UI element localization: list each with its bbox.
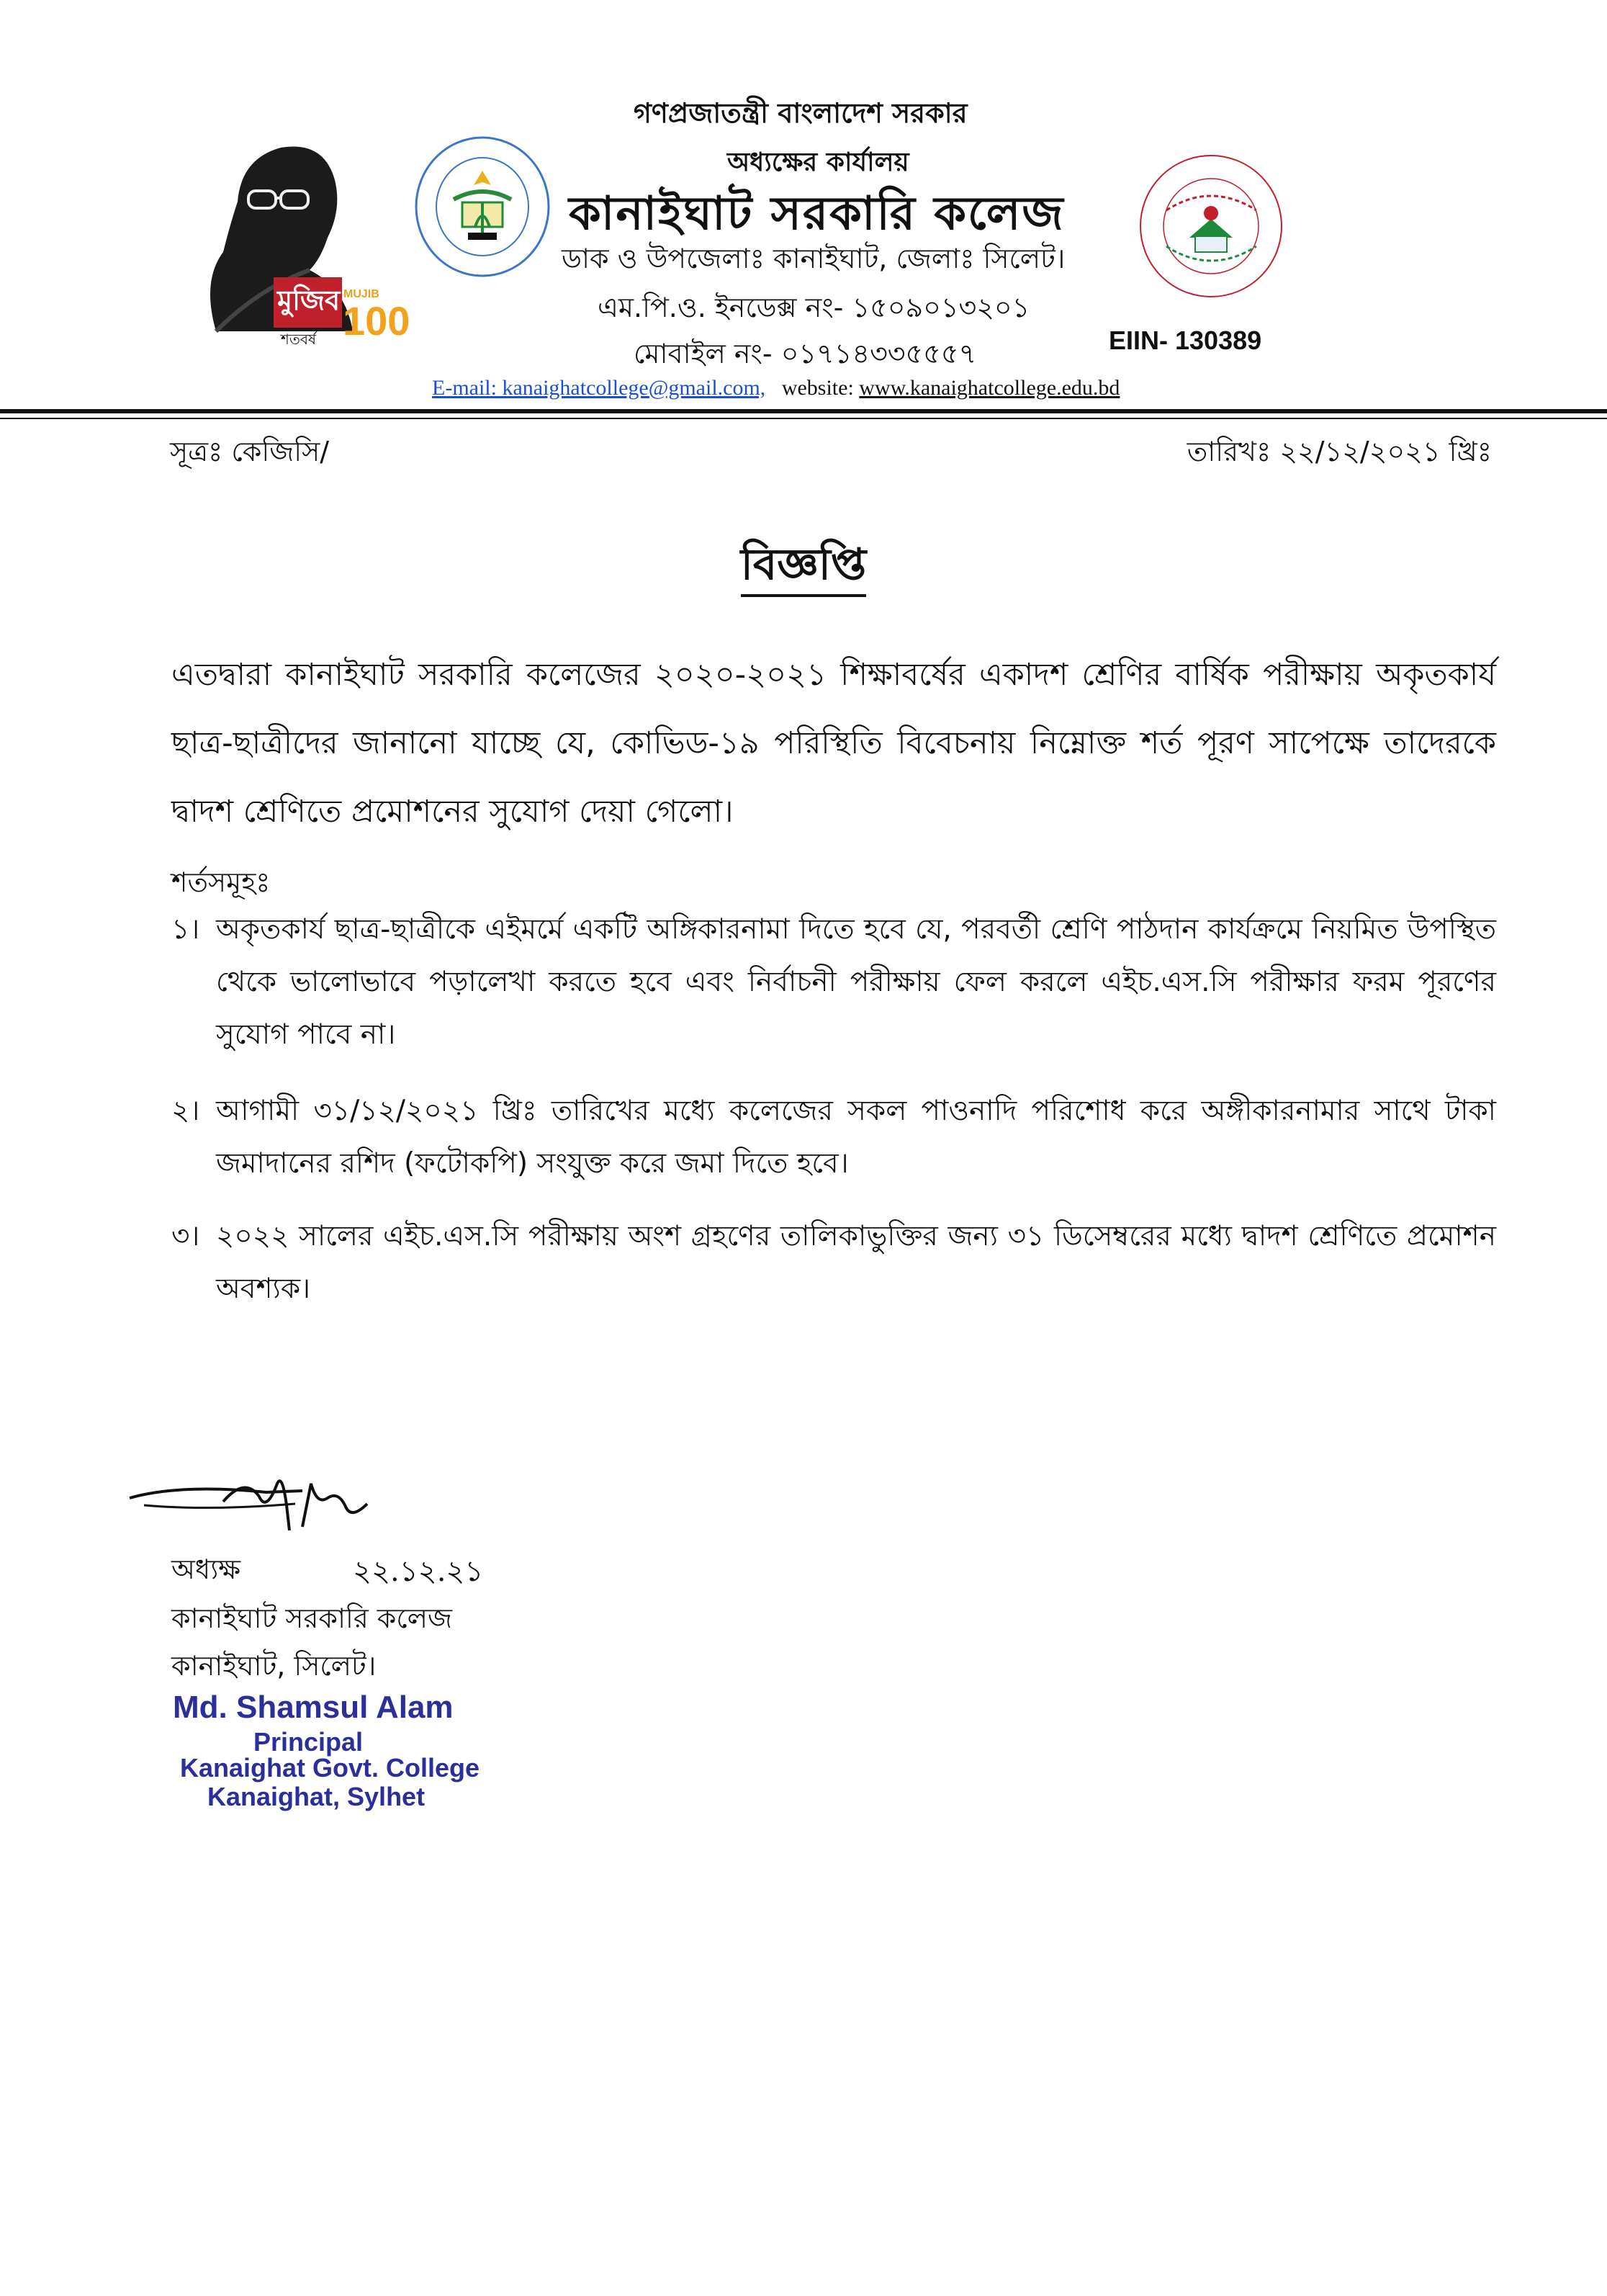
mujib-text: মুজিব xyxy=(277,284,341,316)
website-link[interactable]: www.kanaighatcollege.edu.bd xyxy=(859,376,1120,400)
stamp-organization: Kanaighat Govt. College xyxy=(180,1753,480,1782)
stamp-location: Kanaighat, Sylhet xyxy=(207,1782,426,1811)
address-line: ডাক ও উপজেলাঃ কানাইঘাট, জেলাঃ সিলেট। xyxy=(562,243,1066,274)
header-divider-thick xyxy=(0,409,1607,413)
header-divider-thin xyxy=(0,418,1607,419)
mujib-sub-text: শতবর্ষ xyxy=(281,331,316,348)
signatory-college: কানাইঘাট সরকারি কলেজ xyxy=(171,1602,452,1634)
government-line: গণপ্রজাতন্ত্রী বাংলাদেশ সরকার xyxy=(634,97,968,129)
condition-number: ২। xyxy=(171,1095,200,1127)
mujib-borsho-emblem xyxy=(173,115,410,353)
notice-title xyxy=(0,532,1607,604)
eiin-number: EIIN- 130389 xyxy=(1109,326,1262,355)
stamp-role: Principal xyxy=(253,1727,364,1757)
conditions-heading: শর্তসমূহঃ xyxy=(171,866,271,898)
email-link[interactable]: E-mail: kanaighatcollege@gmail.com, xyxy=(432,376,766,400)
condition-item xyxy=(171,903,1496,1061)
round-seal-icon xyxy=(1138,153,1285,300)
notice-date: তারিখঃ ২২/১২/২০২১ খ্রিঃ xyxy=(1187,436,1492,467)
signatory-place: কানাইঘাট, সিলেট। xyxy=(171,1650,377,1682)
condition-item xyxy=(171,1085,1496,1190)
mobile-number-line: মোবাইল নং- ০১৭১৪৩৩৫৫৫৭ xyxy=(634,338,977,369)
condition-number: ১। xyxy=(171,913,200,946)
signatory-title: অধ্যক্ষ xyxy=(171,1553,241,1585)
condition-text: ২০২২ সালের এইচ.এস.সি পরীক্ষায় অংশ গ্রহণের তালিকাভুক্তির জন্য ৩১ ডিসেম্বরের মধ্যে দ্বাদশ শ্রেণিতে প্রমোশন অবশ্যক। xyxy=(216,1220,1496,1305)
condition-text: আগামী ৩১/১২/২০২১ খ্রিঃ তারিখের মধ্যে কলেজের সকল পাওনাদি পরিশোধ করে অঙ্গীকারনামার সাথে টাকা জমাদানের রশিদ (ফটোকপি) সংযুক্ত করে জমা দিতে হবে। xyxy=(216,1095,1496,1180)
mujib-en-text: MUJIB xyxy=(343,288,379,300)
mujib-100-text: 100 xyxy=(343,298,410,344)
office-line: অধ্যক্ষের কার্যালয় xyxy=(727,148,909,177)
notice-title-text: বিজ্ঞপ্তি xyxy=(741,539,866,597)
condition-text: অকৃতকার্য ছাত্র-ছাত্রীকে এইমর্মে একটি অঙ্গিকারনামা দিতে হবে যে, পরবর্তী শ্রেণি পাঠদান কার্যক্রমে নিয়মিত উপস্থিত থেকে ভালোভাবে পড়ালেখা করতে হবে এবং নির্বাচনী পরীক্ষায় ফেল করলে এইচ.এস.সি পরীক্ষার ফরম পূরণের সুযোগ পাবে না। xyxy=(216,913,1496,1051)
handwritten-signature xyxy=(122,1462,425,1556)
condition-number: ৩। xyxy=(171,1220,200,1252)
notice-body: এতদ্বারা কানাইঘাট সরকারি কলেজের ২০২০-২০২১ শিক্ষাবর্ষের একাদশ শ্রেণির বার্ষিক পরীক্ষায় অকৃতকার্য ছাত্র-ছাত্রীদের জানানো যাচ্ছে যে, কোভিড-১৯ পরিস্থিতি বিবেচনায় নিম্নোক্ত শর্ত পূরণ সাপেক্ষে তাদেরকে দ্বাদশ শ্রেণিতে প্রমোশনের সুযোগ দেয়া গেলো। xyxy=(171,657,1496,830)
website-label: website: xyxy=(781,376,854,400)
college-logo-icon xyxy=(410,133,554,281)
condition-item xyxy=(171,1210,1496,1315)
contact-line xyxy=(432,376,1120,400)
reference-number: সূত্রঃ কেজিসি/ xyxy=(170,436,330,467)
mpo-index-line: এম.পি.ও. ইনডেক্স নং- ১৫০৯০১৩২০১ xyxy=(598,292,1030,323)
college-name: কানাইঘাট সরকারি কলেজ xyxy=(569,187,1065,241)
signature-date: ২২.১২.২১ xyxy=(353,1555,484,1588)
stamp-name: Md. Shamsul Alam xyxy=(173,1690,454,1725)
